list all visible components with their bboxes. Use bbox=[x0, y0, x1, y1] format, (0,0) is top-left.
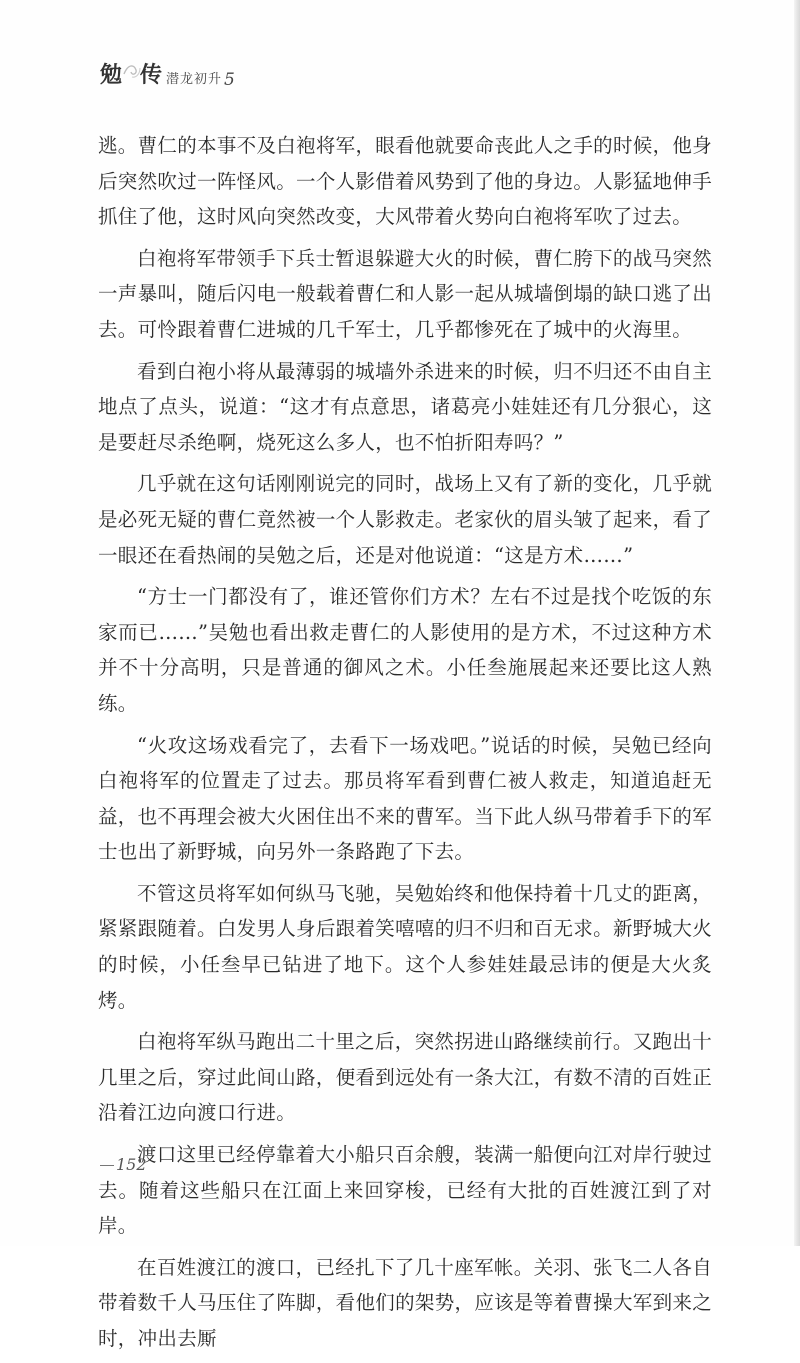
header-subtitle: 潜龙初升 bbox=[166, 72, 223, 87]
paragraph-5: “方士一门都没有了，谁还管你们方术？左右不过是找个吃饭的东家而已……”吴勉也看出救走曹仁的人影使用的是方术，不过这种方术并不十分高明，只是普通的御风之术。小任叁施展起来还要比这人熟练。 bbox=[98, 585, 712, 715]
folio-dash bbox=[100, 1165, 114, 1166]
paragraph-7: 不管这员将军如何纵马飞驰，吴勉始终和他保持着十几丈的距离，紧紧跟随着。白发男人身后跟着笑嘻嘻的归不归和百无求。新野城大火的时候，小任叁早已钻进了地下。这个人参娃娃最忌讳的便是大火炙烤。 bbox=[98, 881, 712, 1012]
paragraph-2: 白袍将军带领手下兵士暂退躲避大火的时候，曹仁胯下的战马突然一声暴叫，随后闪电一般载着曹仁和人影一起从城墙倒塌的缺口逃了出去。可怜跟着曹仁进城的几千军士，几乎都惨死在了城中的火海里。 bbox=[98, 246, 712, 341]
paragraph-10: 在百姓渡江的渡口，已经扎下了几十座军帐。关羽、张飞二人各自带着数千人马压住了阵脚，看他们的架势，应该是等着曹操大军到来之时，冲出去厮 bbox=[98, 1255, 712, 1350]
swirl-ornament-icon bbox=[122, 62, 142, 80]
body-text bbox=[98, 128, 712, 1363]
header-volume-number: 5 bbox=[224, 70, 235, 90]
page-folio bbox=[100, 1155, 147, 1174]
paragraph-4: 几乎就在这句话刚刚说完的同时，战场上又有了新的变化，几乎就是必死无疑的曹仁竟然被一个人影救走。老家伙的眉头皱了起来，看了一眼还在看热闹的吴勉之后，还是对他说道：“这是方术……” bbox=[98, 472, 712, 567]
running-header bbox=[100, 56, 360, 96]
paragraph-3: 看到白袍小将从最薄弱的城墙外杀进来的时候，归不归还不由自主地点了点头，说道：“这才有点意思，诸葛亮小娃娃还有几分狠心，这是要赶尽杀绝啊，烧死这么多人，也不怕折阳寿吗？” bbox=[98, 359, 712, 454]
paragraph-9: 渡口这里已经停靠着大小船只百余艘，装满一船便向江对岸行驶过去。随着这些船只在江面上来回穿梭，已经有大批的百姓渡江到了对岸。 bbox=[98, 1143, 712, 1238]
binding-shadow bbox=[794, 0, 800, 1246]
header-title-char-1: 勉 bbox=[100, 62, 123, 88]
paragraph-1: 逃。曹仁的本事不及白袍将军，眼看他就要命丧此人之手的时候，他身后突然吹过一阵怪风。一个人影借着风势到了他的身边。人影猛地伸手抓住了他，这时风向突然改变，大风带着火势向白袍将军吹了过去。 bbox=[98, 134, 712, 229]
header-title-char-2: 传 bbox=[140, 62, 163, 88]
paragraph-6: “火攻这场戏看完了，去看下一场戏吧。”说话的时候，吴勉已经向白袍将军的位置走了过去。那员将军看到曹仁被人救走，知道追赶无益，也不再理会被大火困住出不来的曹军。当下此人纵马带着手下的军士也出了新野城，向另外一条路跑了下去。 bbox=[98, 733, 712, 864]
paragraph-8: 白袍将军纵马跑出二十里之后，突然拐进山路继续前行。又跑出十几里之后，穿过此间山路，便看到远处有一条大江，有数不清的百姓正沿着江边向渡口行进。 bbox=[98, 1030, 712, 1125]
page-number: 152 bbox=[116, 1155, 147, 1174]
